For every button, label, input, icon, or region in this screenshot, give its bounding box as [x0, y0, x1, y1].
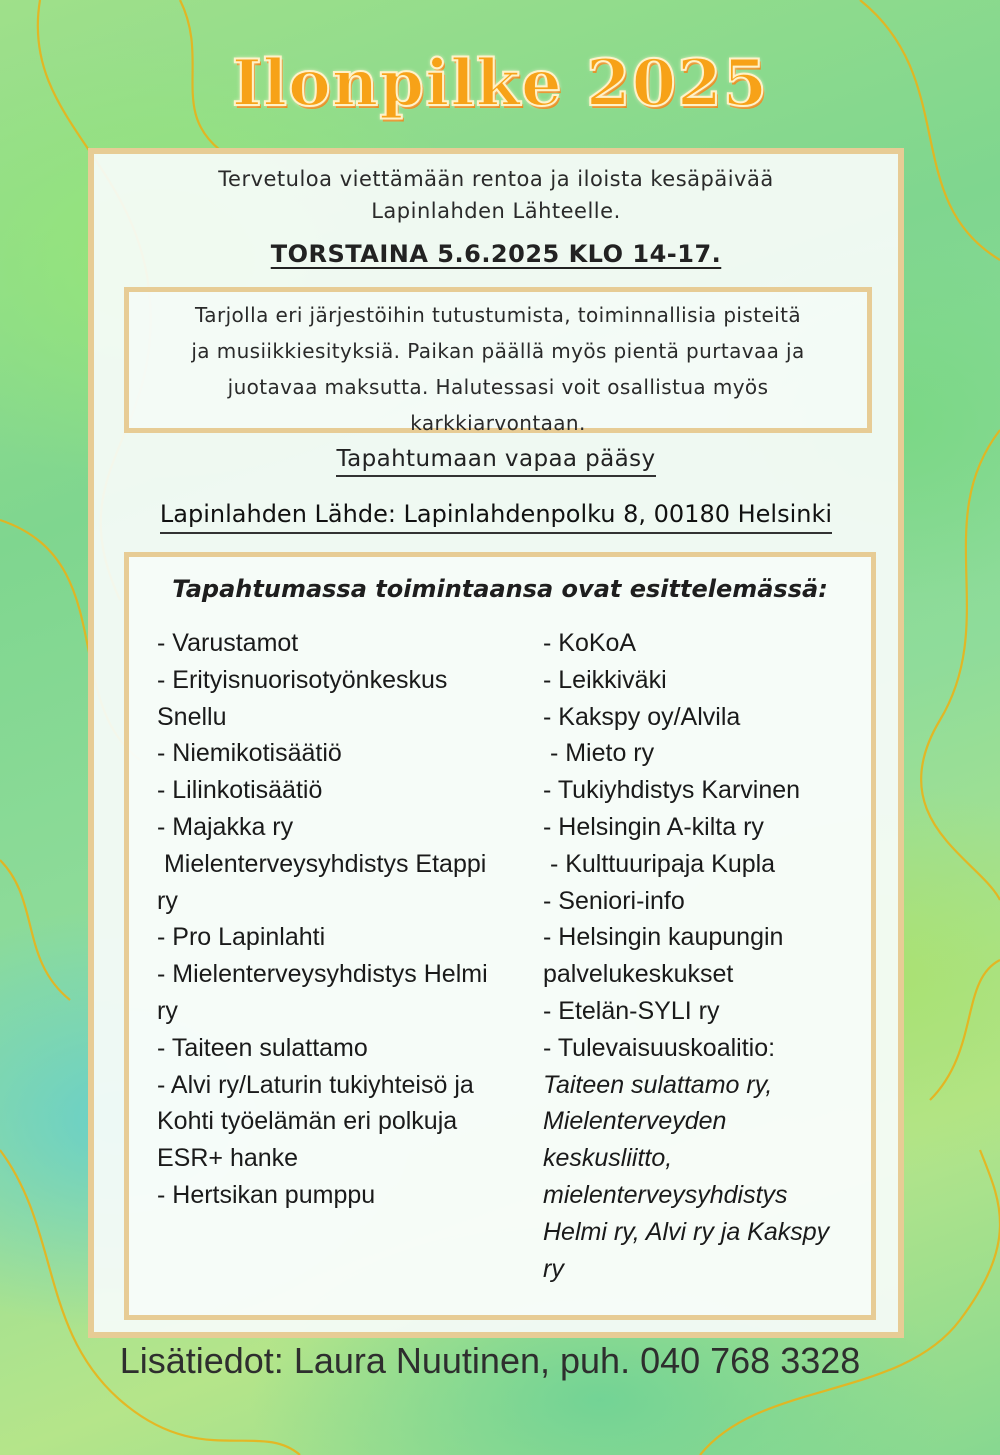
org-line: - Helsingin A-kilta ry [543, 812, 764, 841]
coalition-member-line: Mielenterveyden [543, 1107, 727, 1136]
org-line: - Alvi ry/Laturin tukiyhteisö ja [157, 1070, 474, 1099]
org-line: ESR+ hanke [157, 1144, 299, 1173]
org-line: Snellu [157, 702, 227, 731]
coalition-member-line: ry [543, 1254, 564, 1283]
org-line: - Tukiyhdistys Karvinen [543, 776, 801, 805]
org-line: - Mieto ry [543, 739, 655, 768]
org-line: - Tulevaisuuskoalitio: [543, 1033, 776, 1062]
free-entry-text: Tapahtumaan vapaa pääsy [336, 446, 655, 477]
organizations-left-column [157, 625, 537, 1214]
org-line: - Leikkiväki [543, 665, 667, 694]
org-line: - Majakka ry [157, 812, 294, 841]
org-line: Kohti työelämän eri polkuja [157, 1107, 458, 1136]
welcome-line: Tervetuloa viettämään rentoa ja iloista kesäpäivää [218, 167, 774, 191]
event-date-text: TORSTAINA 5.6.2025 KLO 14-17. [270, 240, 722, 268]
offer-text [129, 297, 867, 441]
offer-line: karkkiarvontaan. [410, 411, 586, 435]
main-info-panel [88, 148, 904, 1338]
welcome-line: Lapinlahden Lähteelle. [371, 199, 621, 223]
free-entry [94, 446, 898, 472]
org-line: - Etelän-SYLI ry [543, 996, 720, 1025]
org-line: - Kulttuuripaja Kupla [543, 849, 776, 878]
org-line: - Pro Lapinlahti [157, 923, 326, 952]
coalition-member-line: mielenterveysyhdistys [543, 1180, 788, 1209]
offer-line: ja musiikkiesityksiä. Paikan päällä myös pientä purtavaa ja [191, 339, 805, 363]
welcome-text [94, 163, 898, 227]
org-line: - Kakspy oy/Alvila [543, 702, 741, 731]
offer-line: Tarjolla eri järjestöihin tutustumista, toiminnallisia pisteitä [194, 303, 802, 327]
org-line: - Hertsikan pumppu [157, 1180, 376, 1209]
org-line: - Niemikotisäätiö [157, 739, 342, 768]
organizations-right-column [543, 625, 863, 1287]
org-line: - Mielenterveysyhdistys Helmi [157, 960, 488, 989]
event-date [94, 240, 898, 268]
coalition-member-line: Helmi ry, Alvi ry ja Kakspy [543, 1217, 830, 1246]
offer-box [124, 287, 872, 433]
org-line: Mielenterveysyhdistys Etappi [157, 849, 487, 878]
org-line: ry [157, 996, 178, 1025]
offer-line: juotavaa maksutta. Halutessasi voit osallistua myös [227, 375, 769, 399]
venue-address [94, 500, 898, 528]
organizations-box [124, 552, 876, 1320]
org-line: - Lilinkotisäätiö [157, 776, 323, 805]
venue-address-text: Lapinlahden Lähde: Lapinlahdenpolku 8, 00180 Helsinki [160, 500, 832, 534]
org-line: palvelukeskukset [543, 960, 734, 989]
coalition-member-line: Taiteen sulattamo ry, [543, 1070, 773, 1099]
org-line: - Seniori-info [543, 886, 685, 915]
org-line: - Taiteen sulattamo [157, 1033, 368, 1062]
org-line: - KoKoA [543, 629, 637, 657]
org-line: - Varustamot [157, 629, 299, 657]
coalition-member-line: keskusliitto, [543, 1144, 673, 1173]
organizations-heading: Tapahtumassa toimintaansa ovat esittelemässä: [172, 575, 828, 603]
org-line: - Helsingin kaupungin [543, 923, 784, 952]
event-title: Ilonpilke 2025 [231, 46, 769, 121]
contact-info: Lisätiedot: Laura Nuutinen, puh. 040 768 3328 [119, 1340, 861, 1381]
org-line: ry [157, 886, 178, 915]
org-line: - Erityisnuorisotyönkeskus [157, 665, 448, 694]
